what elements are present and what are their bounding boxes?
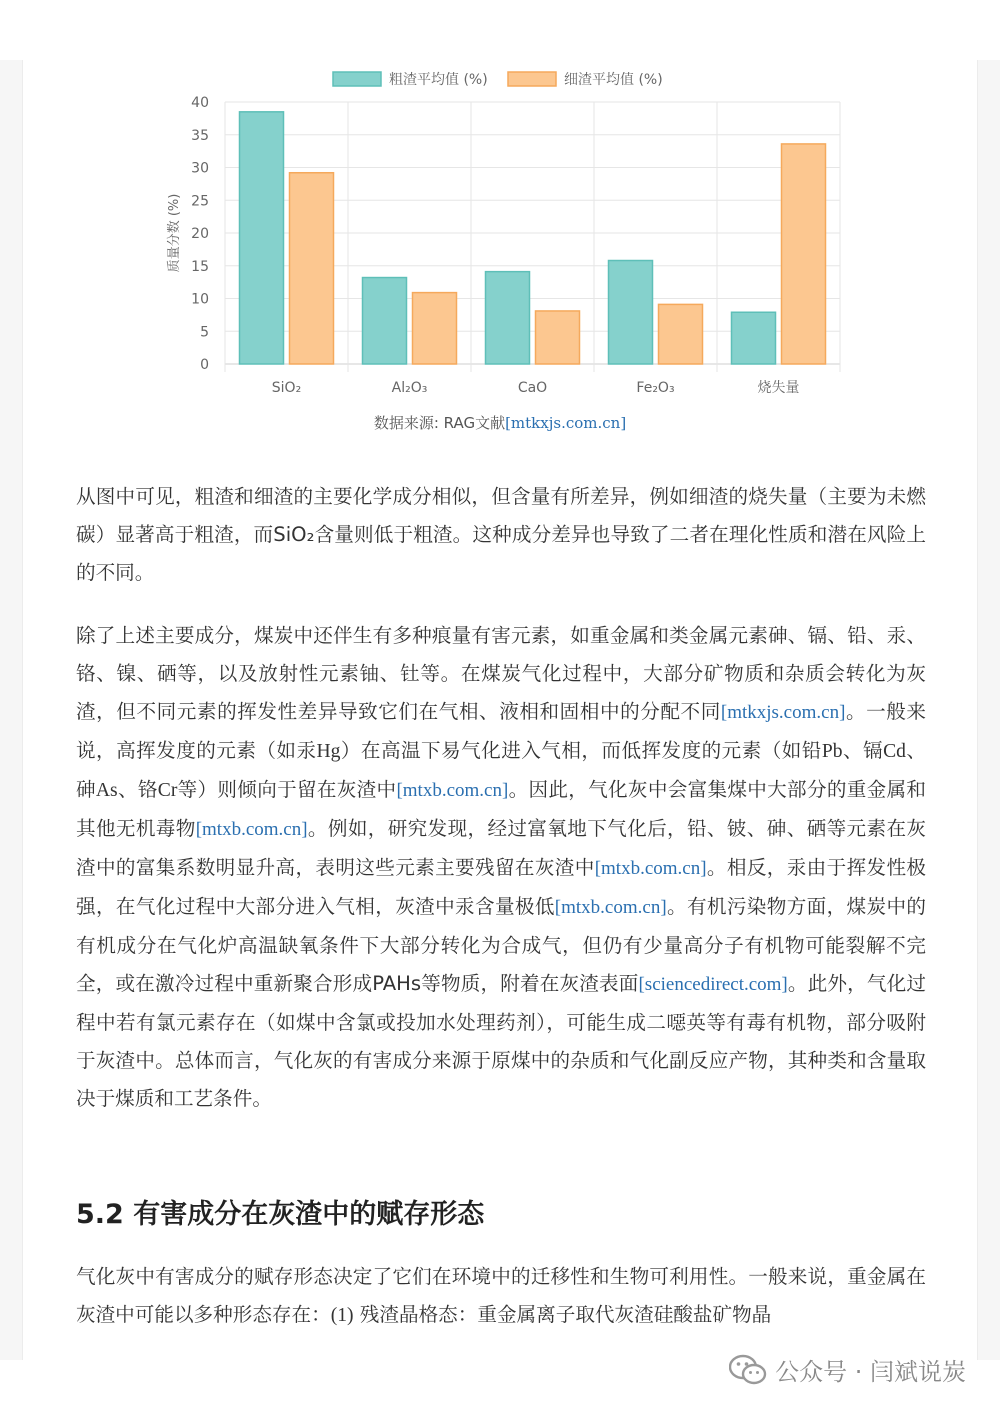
paragraph-3 — [76, 1258, 926, 1334]
wechat-icon — [729, 1354, 767, 1386]
citation-link-3[interactable]: [mtxb.com.cn] — [195, 819, 308, 840]
x-tick-label: Fe₂O₃ — [636, 380, 675, 396]
p2-text-9: 。例如，研究发现，经过富氧地下气化后，铅、铍、砷、硒等元素在灰渣中的富集系数明显升高，表明这些元素主要残留在灰渣中 — [76, 817, 927, 879]
p2-text-10: 。相反，汞由于挥发性极强，在气化过程中大部分进入气相，灰渣中汞含量极低 — [76, 856, 927, 918]
p2-text-2: 。一般来说，高挥发度的元素（如汞 — [76, 700, 927, 762]
y-tick-label: 0 — [200, 357, 209, 373]
p3-number: (1) — [330, 1305, 354, 1326]
chart-source — [0, 412, 1000, 433]
citation-link-2[interactable]: [mtxb.com.cn] — [396, 780, 509, 801]
paragraph-1: 从图中可见，粗渣和细渣的主要化学成分相似，但含量有所差异，例如细渣的烧失量（主要为未燃碳）显著高于粗渣，而SiO₂含量则低于粗渣。这种成分差异也导致了二者在理化性质和潜在风险上的不同。 — [76, 485, 926, 584]
p2-cr: Cr — [157, 780, 178, 801]
page-edge-right — [977, 60, 1000, 1360]
legend-swatch — [333, 72, 381, 86]
bar-coarse — [732, 312, 776, 364]
p2-as: As — [95, 780, 118, 801]
y-tick-label: 10 — [191, 291, 209, 308]
citation-link-4[interactable]: [mtxb.com.cn] — [594, 858, 707, 879]
y-tick-label: 5 — [200, 324, 209, 341]
p3-text-2: 残渣晶格态：重金属离子取代灰渣硅酸盐矿物晶 — [353, 1303, 772, 1326]
y-tick-label: 15 — [191, 258, 209, 275]
footer-text: 公众号 · 闫斌说炭 — [775, 1358, 966, 1386]
p2-text-4: 、镉 — [842, 739, 884, 762]
bar-chart — [150, 62, 850, 402]
p2-text-12: 。此外，气化过程中若有氯元素存在（如煤中含氯或投加水处理药剂），可能生成二噁英等有毒有机物，部分吸附于灰渣中。总体而言，气化灰的有害成分来源于原煤中的杂质和气化副反应产物，其种类和含量取决于煤质和工艺条件。 — [76, 972, 926, 1110]
bar-fine — [536, 311, 580, 364]
bar-fine — [413, 293, 457, 364]
section-heading: 5.2 有害成分在灰渣中的赋存形态 — [76, 1199, 485, 1230]
x-tick-label: SiO₂ — [271, 380, 302, 396]
bar-fine — [782, 144, 826, 364]
p2-text-6: 、铬 — [117, 778, 158, 801]
p2-text-7: 等）则倾向于留在灰渣中 — [177, 778, 397, 801]
bar-coarse — [240, 112, 284, 364]
citation-link-1[interactable]: [mtkxjs.com.cn] — [720, 702, 846, 723]
chart-source-link[interactable]: [mtkxjs.com.cn] — [505, 414, 627, 432]
p3-text-1: 气化灰中有害成分的赋存形态决定了它们在环境中的迁移性和生物可利用性。一般来说，重金属在灰渣中可能以多种形态存在： — [76, 1265, 926, 1326]
bar-coarse — [363, 278, 407, 364]
p2-pb: Pb — [821, 741, 843, 762]
y-tick-label: 40 — [191, 95, 209, 111]
y-tick-label: 35 — [191, 127, 209, 144]
paragraph-2 — [76, 617, 926, 1118]
x-tick-label: 烧失量 — [757, 380, 800, 396]
y-axis-label: 质量分数 (%) — [167, 193, 182, 273]
wechat-footer — [729, 1352, 966, 1387]
citation-link-5[interactable]: [mtxb.com.cn] — [554, 897, 667, 918]
p2-text-5: 、砷 — [76, 739, 927, 801]
page-edge-left — [0, 60, 23, 1360]
p2-text-1: 除了上述主要成分，煤炭中还伴生有多种痕量有害元素，如重金属和类金属元素砷、镉、铅、汞、铬、镍、硒等，以及放射性元素铀、钍等。在煤炭气化过程中，大部分矿物质和杂质会转化为灰渣，但不同元素的挥发性差异导致它们在气相、液相和固相中的分配不同 — [76, 624, 926, 723]
bar-coarse — [486, 272, 530, 364]
y-tick-label: 30 — [191, 160, 209, 177]
chart-svg — [150, 62, 850, 402]
bar-fine — [290, 173, 334, 364]
legend-label: 粗渣平均值 (%) — [389, 72, 488, 88]
chart-source-prefix: 数据来源: RAG文献 — [373, 414, 506, 432]
legend-label: 细渣平均值 (%) — [564, 72, 663, 88]
p2-text-11: 。有机污染物方面，煤炭中的有机成分在气化炉高温缺氧条件下大部分转化为合成气，但仍有少量高分子有机物可能裂解不完全，或在激冷过程中重新聚合形成PAHs等物质，附着在灰渣表面 — [76, 895, 927, 995]
y-tick-label: 25 — [191, 193, 209, 210]
legend-swatch — [508, 72, 556, 86]
x-tick-label: Al₂O₃ — [391, 380, 428, 396]
citation-link-6[interactable]: [sciencedirect.com] — [638, 974, 788, 995]
bar-coarse — [609, 261, 653, 364]
p2-cd: Cd — [883, 741, 906, 762]
y-tick-label: 20 — [191, 226, 209, 242]
p2-text-3: ）在高温下易气化进入气相，而低挥发度的元素（如铅 — [340, 739, 822, 762]
bar-fine — [659, 304, 703, 364]
p2-text-8: 。因此，气化灰中会富集煤中大部分的重金属和其他无机毒物 — [76, 778, 926, 840]
x-tick-label: CaO — [517, 380, 548, 396]
p2-hg: Hg — [316, 741, 341, 762]
